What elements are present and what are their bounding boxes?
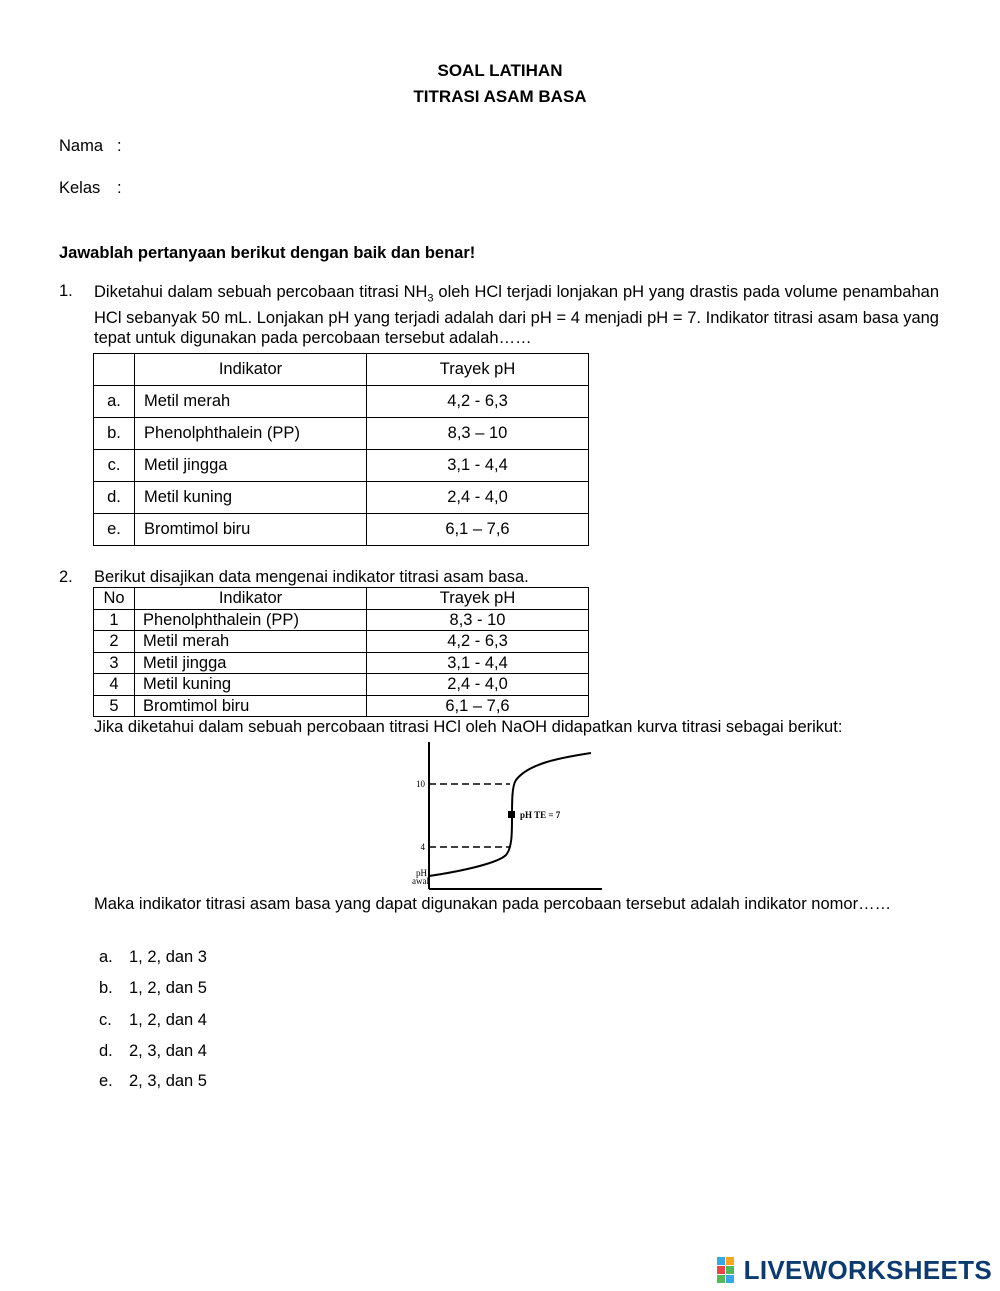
table-cell: 3,1 - 4,4: [367, 652, 589, 674]
table-row: [94, 354, 589, 386]
q1-text: Diketahui dalam sebuah percobaan titrasi $NH_3$ oleh HCl terjadi lonjakan pH yang drastis pada volume penambahan HCl sebanyak 50 mL. Lonjakan pH yang terjadi adalah dari pH = 4 menjadi pH = 7. Indikator titrasi asam basa yang tepat untuk digunakan pada percobaan tersebut adalah……: [94, 283, 939, 348]
option-letter: a.: [99, 948, 113, 966]
instruction: Jawablah pertanyaan berikut dengan baik dan benar!: [59, 244, 476, 262]
table-cell: 4,2 - 6,3: [367, 386, 589, 418]
table-header: No: [94, 588, 135, 610]
table-cell: Metil kuning: [135, 482, 367, 514]
option-d[interactable]: [99, 1042, 207, 1061]
logo-text: LIVEWORKSHEETS: [743, 1254, 992, 1285]
q1-table: [93, 353, 589, 546]
table-row: [94, 482, 589, 514]
table-header: Indikator: [135, 354, 367, 386]
table-cell: 6,1 – 7,6: [367, 695, 589, 717]
table-cell: c.: [94, 450, 135, 482]
option-c[interactable]: [99, 1011, 207, 1030]
q2-table: [93, 587, 589, 717]
q2-question: Maka indikator titrasi asam basa yang dapat digunakan pada percobaan tersebut adalah indikator nomor……: [94, 895, 892, 913]
table-cell: 6,1 – 7,6: [367, 514, 589, 546]
option-text: 1, 2, dan 4: [129, 1011, 207, 1029]
table-cell: e.: [94, 514, 135, 546]
table-cell: Phenolphthalein (PP): [135, 418, 367, 450]
table-header: Trayek pH: [367, 588, 589, 610]
table-cell: d.: [94, 482, 135, 514]
table-row: [94, 588, 589, 610]
table-header: Trayek pH: [367, 354, 589, 386]
table-cell: Metil jingga: [135, 450, 367, 482]
table-row: [94, 609, 589, 631]
table-cell: [94, 354, 135, 386]
table-cell: 2,4 - 4,0: [367, 482, 589, 514]
option-a[interactable]: [99, 948, 207, 967]
option-text: 1, 2, dan 3: [129, 948, 207, 966]
tick-label-10: 10: [416, 779, 425, 789]
liveworksheets-logo-icon: [716, 1256, 744, 1284]
table-cell: 4,2 - 6,3: [367, 631, 589, 653]
tick-label-4: 4: [420, 842, 425, 852]
table-cell: Metil merah: [135, 631, 367, 653]
table-row: [94, 514, 589, 546]
table-row: [94, 652, 589, 674]
option-text: 1, 2, dan 5: [129, 979, 207, 997]
kelas-colon: :: [117, 179, 122, 197]
table-cell: 2,4 - 4,0: [367, 674, 589, 696]
table-cell: b.: [94, 418, 135, 450]
option-letter: b.: [99, 979, 113, 997]
equivalence-point-marker: [508, 811, 515, 818]
table-cell: a.: [94, 386, 135, 418]
q2-number: 2.: [59, 568, 73, 586]
table-row: [94, 450, 589, 482]
option-text: 2, 3, dan 5: [129, 1072, 207, 1090]
table-row: [94, 386, 589, 418]
table-cell: 3,1 - 4,4: [367, 450, 589, 482]
table-cell: Phenolphthalein (PP): [135, 609, 367, 631]
table-cell: 1: [94, 609, 135, 631]
option-text: 2, 3, dan 4: [129, 1042, 207, 1060]
option-letter: e.: [99, 1072, 113, 1090]
table-cell: 5: [94, 695, 135, 717]
liveworksheets-logo: [716, 1253, 992, 1287]
table-cell: 8,3 – 10: [367, 418, 589, 450]
nama-colon: :: [117, 137, 122, 155]
table-cell: Bromtimol biru: [135, 514, 367, 546]
curve-intro: Jika diketahui dalam sebuah percobaan titrasi HCl oleh NaOH didapatkan kurva titrasi sebagai berikut:: [94, 718, 843, 736]
table-cell: Metil kuning: [135, 674, 367, 696]
nama-label: Nama: [59, 137, 104, 155]
table-cell: 3: [94, 652, 135, 674]
q1-number: 1.: [59, 282, 73, 300]
table-cell: 4: [94, 674, 135, 696]
table-row: [94, 695, 589, 717]
table-cell: 8,3 - 10: [367, 609, 589, 631]
kelas-label: Kelas: [59, 179, 101, 197]
option-letter: d.: [99, 1042, 113, 1060]
table-cell: Metil jingga: [135, 652, 367, 674]
option-e[interactable]: [99, 1072, 207, 1091]
te-label: pH TE = 7: [520, 810, 561, 820]
titration-curve: [398, 738, 608, 896]
table-cell: 2: [94, 631, 135, 653]
table-cell: Metil merah: [135, 386, 367, 418]
q2-intro: Berikut disajikan data mengenai indikator titrasi asam basa.: [94, 568, 529, 586]
option-b[interactable]: [99, 979, 207, 998]
ph-awal-label-2: awal: [412, 876, 429, 886]
table-row: [94, 674, 589, 696]
page-subtitle: TITRASI ASAM BASA: [413, 87, 587, 106]
ph-awal-label: pH: [416, 868, 427, 878]
page-title: SOAL LATIHAN: [437, 61, 563, 80]
option-letter: c.: [99, 1011, 112, 1029]
table-row: [94, 418, 589, 450]
table-header: Indikator: [135, 588, 367, 610]
table-cell: Bromtimol biru: [135, 695, 367, 717]
table-row: [94, 631, 589, 653]
